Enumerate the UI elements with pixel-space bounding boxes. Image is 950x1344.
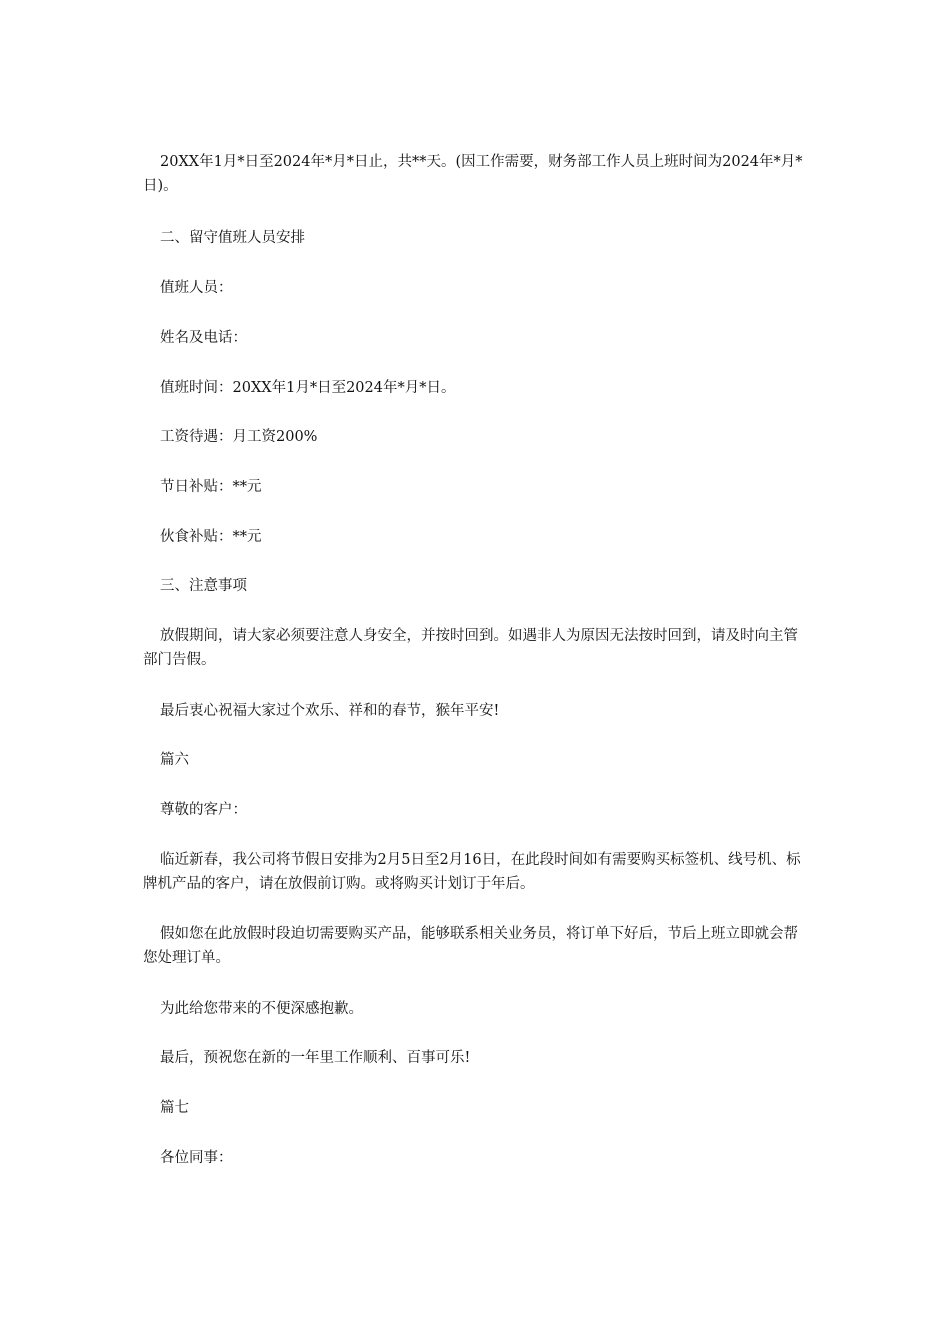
- paragraph-duty-time: 值班时间：20XX年1月*日至2024年*月*日。: [160, 380, 456, 396]
- paragraph-duty-staff: 值班人员：: [160, 280, 233, 296]
- paragraph-blessing: 最后衷心祝福大家过个欢乐、祥和的春节，猴年平安!: [160, 703, 500, 719]
- paragraph-apology: 为此给您带来的不便深感抱歉。: [160, 1001, 363, 1017]
- heading-notes: 三、注意事项: [160, 578, 247, 594]
- paragraph-wage: 工资待遇：月工资200%: [160, 429, 318, 445]
- paragraph-urgent-purchase: 假如您在此放假时段迫切需要购买产品，能够联系相关业务员，将订单下好后，节后上班立即就会帮您处理订单。: [143, 926, 798, 966]
- paragraph-safety-notice: 放假期间，请大家必须要注意人身安全，并按时回到。如遇非人为原因无法按时回到，请及时向主管部门告假。: [143, 628, 798, 668]
- heading-section-six: 篇六: [160, 752, 189, 768]
- paragraph-meal-allowance: 伙食补贴：**元: [160, 529, 262, 545]
- paragraph-holiday-dates: 20XX年1月*日至2024年*月*日止，共**天。(因工作需要，财务部工作人员上班时间为2024年*月*日)。: [143, 154, 803, 194]
- paragraph-dear-colleagues: 各位同事：: [160, 1150, 233, 1166]
- paragraph-new-year-wish: 最后，预祝您在新的一年里工作顺利、百事可乐!: [160, 1050, 471, 1066]
- paragraph-dear-customer: 尊敬的客户：: [160, 802, 247, 818]
- heading-section-seven: 篇七: [160, 1100, 189, 1116]
- paragraph-name-phone: 姓名及电话：: [160, 330, 247, 346]
- heading-duty-arrangement: 二、留守值班人员安排: [160, 230, 305, 246]
- paragraph-holiday-schedule: 临近新春，我公司将节假日安排为2月5日至2月16日，在此段时间如有需要购买标签机、线号机、标牌机产品的客户，请在放假前订购。或将购买计划订于年后。: [143, 852, 801, 892]
- paragraph-holiday-allowance: 节日补贴：**元: [160, 479, 262, 495]
